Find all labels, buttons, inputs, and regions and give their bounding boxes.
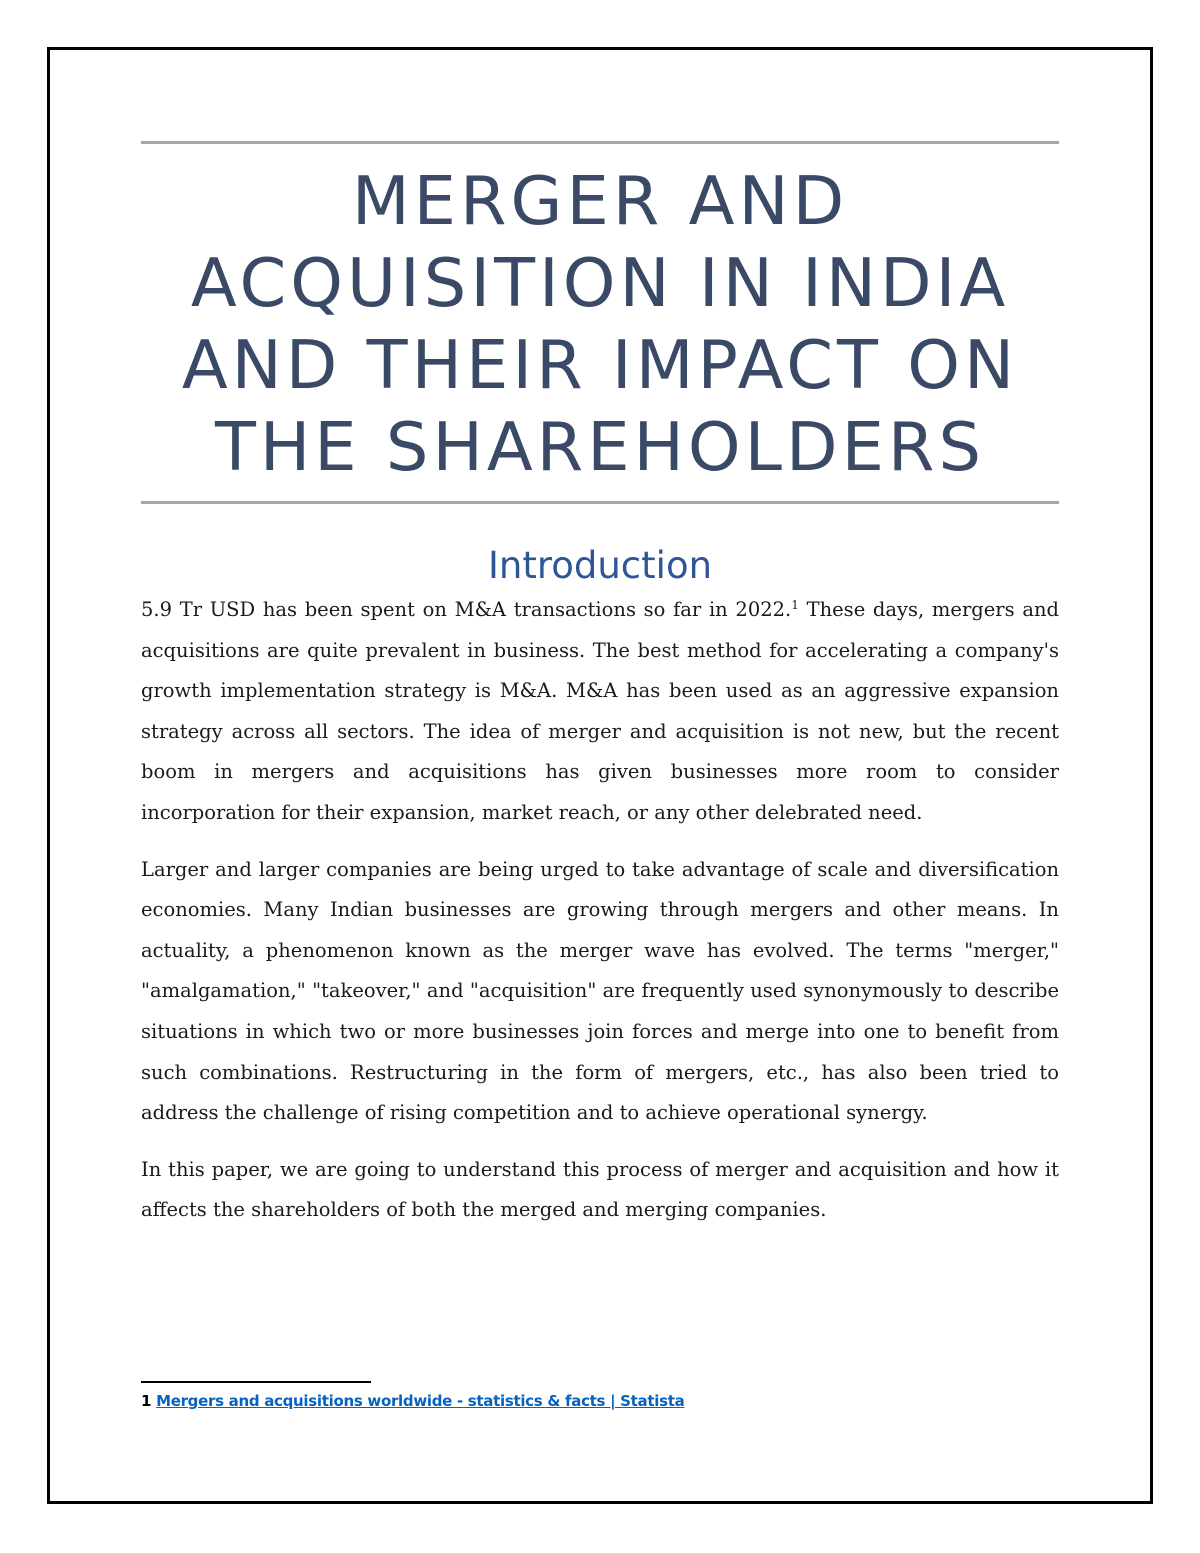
paragraph-1-rest: These days, mergers and acquisitions are quite prevalent in business. The best method for accelerating a company's growth implementation strategy is M&A. M&A has been used as an aggressive expansion strategy across all sectors. The idea of merger and acquisition is not new, but the recent boom in mergers and acquisitions has given businesses more room to consider incorporation for their expansion, market reach, or any other delebrated need.: [141, 598, 1059, 824]
footnote: [141, 1389, 684, 1413]
document-title: MERGER AND ACQUISITION IN INDIA AND THEIR IMPACT ON THE SHAREHOLDERS: [181, 162, 1019, 486]
footnote-reference[interactable]: 1: [791, 598, 799, 612]
footnote-number: 1: [141, 1392, 152, 1410]
paragraph-1-lead: 5.9 Tr USD has been spent on M&A transactions so far in 2022.: [141, 598, 792, 621]
paragraph-3: In this paper, we are going to understand this process of merger and acquisition and how it affects the shareholders of both the merged and merging companies.: [141, 1157, 1059, 1222]
title-top-rule: [141, 141, 1059, 144]
footnote-separator: [141, 1381, 371, 1383]
section-heading-introduction: Introduction: [487, 544, 713, 587]
footnote-source-link[interactable]: Mergers and acquisitions worldwide - statistics & facts | Statista: [156, 1392, 685, 1410]
introduction-body: [141, 590, 1059, 1247]
paragraph-2: Larger and larger companies are being urged to take advantage of scale and diversification economies. Many Indian businesses are growing through mergers and other means. In actuality, a phenomenon known as the merger wave has evolved. The terms "merger," "amalgamation," "takeover," and "acquisition" are frequently used synonymously to describe situations in which two or more businesses join forces and merge into one to benefit from such combinations. Restructuring in the form of mergers, etc., has also been tried to address the challenge of rising competition and to achieve operational synergy.: [141, 857, 1059, 1125]
paragraph-1: [141, 590, 1059, 834]
title-bottom-rule: [141, 501, 1059, 504]
